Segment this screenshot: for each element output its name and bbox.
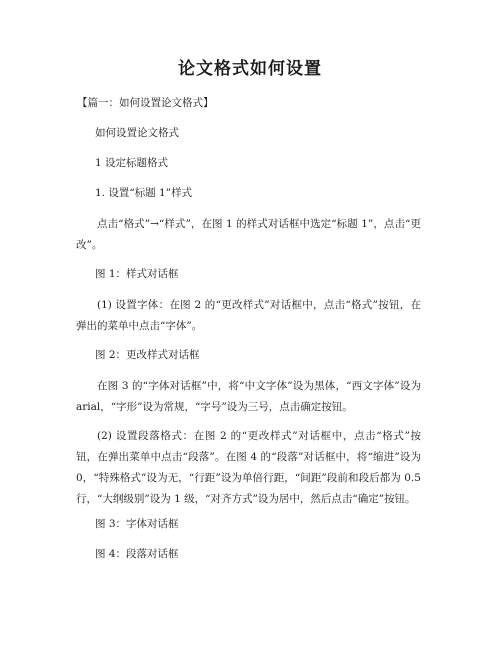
section-heading: 【篇一：如何设置论文格式】: [77, 97, 214, 109]
paragraph-instruction-1: 点击“格式”→“样式”，在图 1 的样式对话框中选定“标题 1”，点击“更改”。: [76, 218, 421, 251]
figure-caption-4: 图 4：段落对话框: [95, 548, 179, 560]
paragraph-step-heading: 1 设定标题格式: [95, 157, 169, 169]
paragraph-substep-heading: 1. 设置“标题 1”样式: [95, 187, 193, 199]
paragraph-subtitle: 如何设置论文格式: [95, 127, 179, 139]
figure-caption-1: 图 1：样式对话框: [95, 268, 179, 280]
figure-caption-2: 图 2：更改样式对话框: [95, 349, 200, 361]
paragraph-instruction-4: (2) 设置段落格式：在图 2 的“更改样式”对话框中，点击“格式”按钮，在弹出菜单中点击“段落”。在图 4 的“段落”对话框中，将“缩进”设为 0，“特殊格式”设为无，“行距”设为单倍行距，“间距”段前和段后都为 0.5 行，“大纲级别”设为 1 级，“对齐方式”设为居中，然后点击“确定”按钮。: [76, 430, 421, 505]
paragraph-instruction-3: 在图 3 的“字体对话框”中，将“中文字体”设为黑体，“西文字体”设为 arial，“字形”设为常规，“字号”设为三号，点击确定按钮。: [76, 380, 421, 413]
document-title: 论文格式如何设置: [178, 59, 322, 79]
paragraph-instruction-2: (1) 设置字体：在图 2 的“更改样式”对话框中，点击“格式”按钮，在弹出的菜单中点击“字体”。: [76, 299, 421, 332]
figure-caption-3: 图 3：字体对话框: [95, 518, 179, 530]
